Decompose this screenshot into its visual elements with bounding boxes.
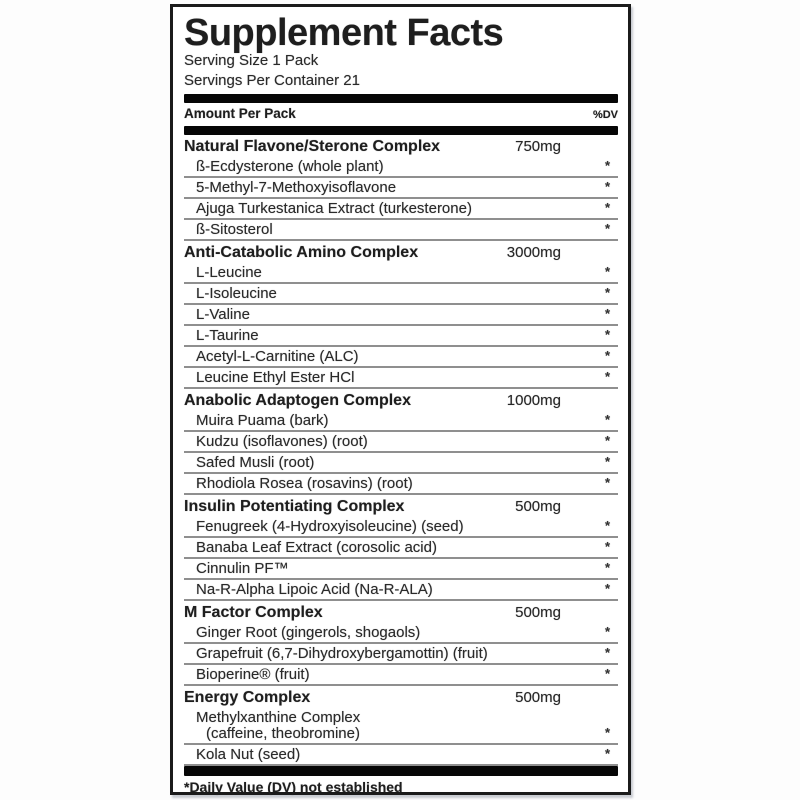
ingredient-name: Acetyl-L-Carnitine (ALC) (196, 348, 359, 365)
ingredient-subname: (caffeine, theobromine) (206, 725, 360, 742)
ingredient-name: L-Isoleucine (196, 285, 277, 302)
ingredient-row (184, 665, 618, 686)
daily-value-footnote: *Daily Value (DV) not established (184, 779, 403, 795)
ingredient-name: Rhodiola Rosea (rosavins) (root) (196, 475, 413, 492)
ingredient-row (184, 517, 618, 538)
ingredient-dv-asterisk: * (604, 200, 610, 215)
ingredient-row (184, 263, 618, 284)
ingredient-name: Kola Nut (seed) (196, 746, 301, 763)
ingredient-dv-asterisk: * (604, 746, 610, 761)
amount-per-pack-header: Amount Per Pack (184, 106, 296, 121)
ingredient-dv-asterisk: * (604, 348, 610, 363)
ingredient-dv-asterisk: * (604, 221, 610, 236)
ingredient-name: Bioperine® (fruit) (196, 666, 310, 683)
ingredient-row (184, 745, 618, 766)
ingredient-name: Na-R-Alpha Lipoic Acid (Na-R-ALA) (196, 581, 433, 598)
serving-size-text: Serving Size 1 Pack (184, 52, 319, 69)
ingredient-name: Ajuga Turkestanica Extract (turkesterone) (196, 200, 472, 217)
sections-container (184, 135, 618, 766)
ingredient-name: Muira Puama (bark) (196, 412, 329, 429)
ingredient-row (184, 708, 618, 745)
ingredient-row (184, 178, 618, 199)
ingredient-name: Ginger Root (gingerols, shogaols) (196, 624, 421, 641)
ingredient-row (184, 199, 618, 220)
section-header-row (184, 241, 618, 263)
ingredient-dv-asterisk: * (604, 725, 610, 740)
ingredient-row (184, 623, 618, 644)
ingredient-dv-asterisk: * (604, 179, 610, 194)
ingredient-name: Fenugreek (4-Hydroxyisoleucine) (seed) (196, 518, 464, 535)
section-header-row (184, 135, 618, 157)
servings-per-container-text: Servings Per Container 21 (184, 72, 360, 89)
ingredient-row (184, 559, 618, 580)
section-name: Anabolic Adaptogen Complex (184, 392, 411, 409)
ingredient-dv-asterisk: * (604, 264, 610, 279)
ingredient-dv-asterisk: * (604, 306, 610, 321)
ingredient-row (184, 347, 618, 368)
ingredient-dv-asterisk: * (604, 581, 610, 596)
ingredient-dv-asterisk: * (604, 560, 610, 575)
ingredient-dv-asterisk: * (604, 518, 610, 533)
section-name: Anti-Catabolic Amino Complex (184, 244, 419, 261)
ingredient-name: L-Leucine (196, 264, 262, 281)
percent-dv-header: %DV (592, 109, 618, 121)
ingredient-row (184, 157, 618, 178)
supplement-facts-panel (170, 4, 631, 795)
divider-bar-top (184, 94, 618, 103)
section-amount: 3000mg (506, 244, 561, 261)
ingredient-row (184, 220, 618, 241)
divider-bar-under-header (184, 126, 618, 135)
ingredient-name: 5-Methyl-7-Methoxyisoflavone (196, 179, 397, 196)
section-amount: 1000mg (506, 392, 561, 409)
column-header-row (184, 103, 618, 126)
ingredient-row (184, 644, 618, 665)
section-name: Insulin Potentiating Complex (184, 498, 405, 515)
ingredient-row (184, 538, 618, 559)
ingredient-name: L-Valine (196, 306, 250, 323)
section-name: M Factor Complex (184, 604, 323, 621)
section-amount: 750mg (515, 138, 561, 155)
ingredient-row (184, 368, 618, 389)
ingredient-dv-asterisk: * (604, 454, 610, 469)
section-header-row (184, 686, 618, 708)
ingredient-dv-asterisk: * (604, 412, 610, 427)
ingredient-dv-asterisk: * (604, 539, 610, 554)
ingredient-name: ß-Sitosterol (196, 221, 273, 238)
divider-bar-bottom (184, 766, 618, 776)
ingredient-dv-asterisk: * (604, 327, 610, 342)
section-header-row (184, 495, 618, 517)
ingredient-row (184, 453, 618, 474)
section-name: Natural Flavone/Sterone Complex (184, 138, 441, 155)
ingredient-dv-asterisk: * (604, 624, 610, 639)
ingredient-name: Cinnulin PF™ (196, 560, 289, 577)
ingredient-row (184, 580, 618, 601)
section-amount: 500mg (515, 689, 561, 706)
ingredient-row (184, 284, 618, 305)
ingredient-row (184, 432, 618, 453)
ingredient-name: Leucine Ethyl Ester HCl (196, 369, 355, 386)
ingredient-name: Safed Musli (root) (196, 454, 315, 471)
ingredient-dv-asterisk: * (604, 158, 610, 173)
ingredient-name: Methylxanthine Complex (196, 709, 361, 726)
section-header-row (184, 389, 618, 411)
ingredient-row (184, 326, 618, 347)
ingredient-dv-asterisk: * (604, 285, 610, 300)
ingredient-name: ß-Ecdysterone (whole plant) (196, 158, 384, 175)
ingredient-name: Grapefruit (6,7-Dihydroxybergamottin) (fruit) (196, 645, 488, 662)
section-amount: 500mg (515, 604, 561, 621)
section-amount: 500mg (515, 498, 561, 515)
ingredient-row (184, 305, 618, 326)
ingredient-dv-asterisk: * (604, 433, 610, 448)
ingredient-name: Banaba Leaf Extract (corosolic acid) (196, 539, 437, 556)
ingredient-dv-asterisk: * (604, 475, 610, 490)
section-header-row (184, 601, 618, 623)
ingredient-dv-asterisk: * (604, 666, 610, 681)
supplement-facts-title: Supplement Facts (184, 12, 504, 54)
ingredient-row (184, 411, 618, 432)
ingredient-row (184, 474, 618, 495)
ingredient-name: Kudzu (isoflavones) (root) (196, 433, 368, 450)
ingredient-dv-asterisk: * (604, 645, 610, 660)
ingredient-name: L-Taurine (196, 327, 259, 344)
ingredient-dv-asterisk: * (604, 369, 610, 384)
section-name: Energy Complex (184, 689, 311, 706)
